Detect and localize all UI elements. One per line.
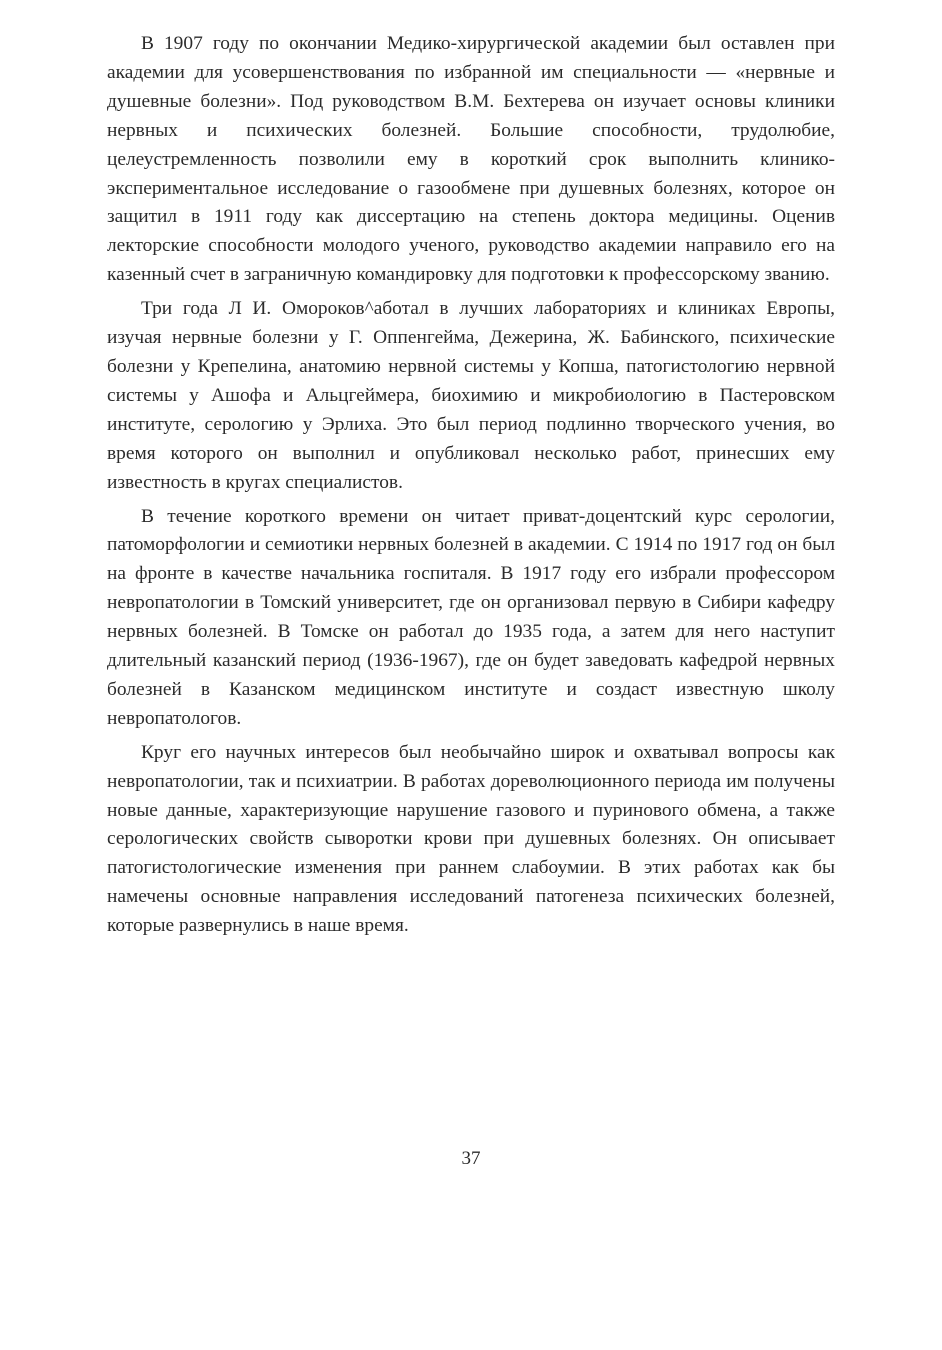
- paragraph-2: Три года Л И. Омороков^аботал в лучших лабораториях и клиниках Европы, изучая нервные болезни у Г. Оппенгейма, Дежерина, Ж. Бабинского, психические болезни у Крепелина, анатомию нервной системы у Копша, патогистологию нервной системы у Ашофа и Альцгеймера, биохимию и микробиологию в Пастеровском институте, серологию у Эрлиха. Это был период подлинно творческого учения, во время которого он выполнил и опубликовал несколько работ, принесших ему известность в кругах специалистов.: [107, 298, 835, 493]
- body-text: [107, 30, 835, 946]
- page-number: 37: [461, 1148, 481, 1169]
- paragraph-3: В течение короткого времени он читает приват-доцентский курс серологии, патоморфологии и семиотики нервных болезней в академии. С 1914 по 1917 год он был на фронте в качестве начальника госпиталя. В 1917 году его избрали профессором невропатологии в Томский университет, где он организовал первую в Сибири кафедру нервных болезней. В Томске он работал до 1935 года, а затем для него наступит длительный казанский период (1936-1967), где он будет заведовать кафедрой нервных болезней в Казанском медицинском институте и создаст известную школу невропатологов.: [107, 505, 835, 729]
- paragraph-4: Круг его научных интересов был необычайно широк и охватывал вопросы как невропатологии, так и психиатрии. В работах дореволюционного периода им получены новые данные, характеризующие нарушение газового и пуринового обмена, а также серологических свойств сыворотки крови при душевных болезнях. Он описывает патогистологические изменения при раннем слабоумии. В этих работах как бы намечены основные направления исследований патогенеза психических болезней, которые развернулись в наше время.: [107, 741, 835, 937]
- paragraph-1: В 1907 году по окончании Медико-хирургической академии был оставлен при академии для усовершенствования по избранной им специальности — «нервные и душевные болезни». Под руководством В.М. Бехтерева он изучает основы клиники нервных и психических болезней. Большие способности, трудолюбие, целеустремленность позволили ему в короткий срок выполнить клинико-экспериментальное исследование о газообмене при душевных болезнях, которое он защитил в 1911 году как диссертацию на степень доктора медицины. Оценив лекторские способности молодого ученого, руководство академии направило его на казенный счет в заграничную командировку для подготовки к профессорскому званию.: [107, 33, 835, 286]
